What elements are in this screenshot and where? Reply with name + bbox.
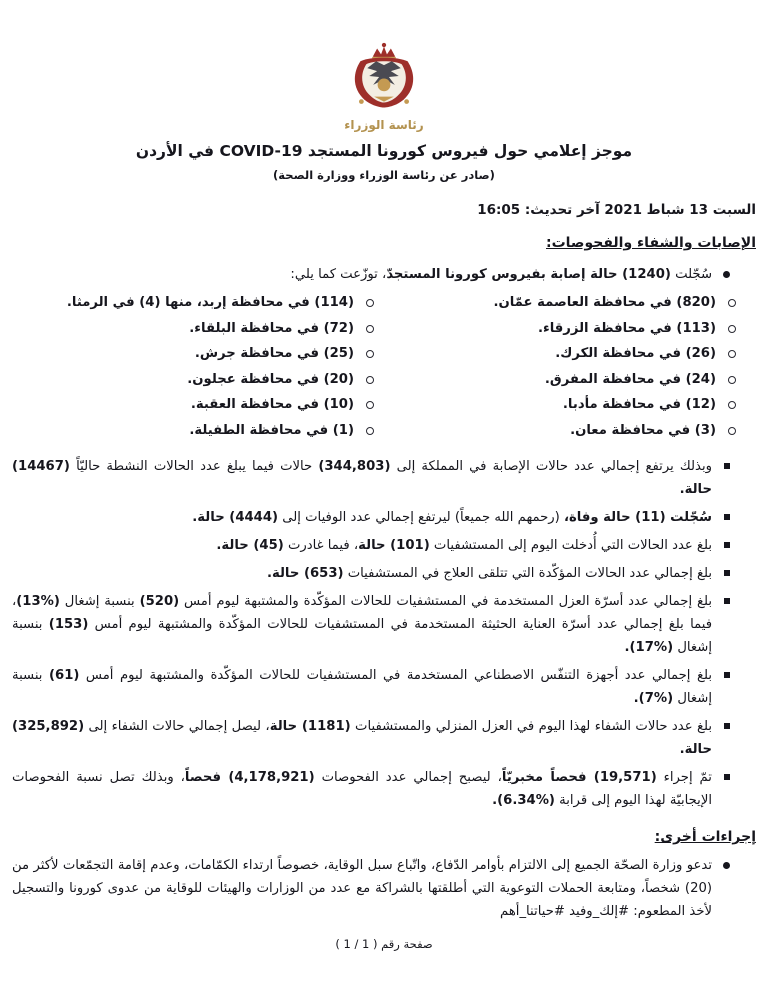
circle-bullet-icon [366, 427, 374, 435]
governorate-text: (3) في محافظة معان. [570, 422, 716, 438]
section-heading-other: إجراءات أخرى: [654, 829, 756, 845]
square-bullet-icon [724, 463, 730, 469]
circle-bullet-icon [728, 376, 736, 384]
stat-bullet [12, 664, 712, 710]
circle-bullet-icon [366, 350, 374, 358]
square-bullet-icon [724, 774, 730, 780]
stat-text: بلغ إجمالي عدد الحالات المؤكّدة التي تتلقى العلاج في المستشفيات (653) حالة. [266, 566, 712, 581]
intro-bullet [12, 263, 712, 286]
page-subtitle: (صادر عن رئاسة الوزراء ووزارة الصحة) [273, 168, 495, 182]
advice-text: تدعو وزارة الصحّة الجميع إلى الالتزام بأوامر الدّفاع، واتّباع سبل الوقاية، خصوصاً ارتداء الكمّامات، وعدم إقامة التجمّعات لأكثر من (20) شخصاً، ومتابعة الحملات التوعوية التي أطلقتها بالشراكة مع عدد من الوزارات والهيئات للوقاية من عدوى كورونا والتسجيل لأخذ المطعوم: #إلك_وفيد #حياتنا_أهم [12, 858, 712, 919]
stat-text: بلغ إجمالي عدد أجهزة التنفّس الاصطناعي المستخدمة في المستشفيات للحالات المؤكّدة والمشتبهة ليوم أمس (61) بنسبة إشغال (%7). [12, 668, 713, 706]
tassel-right [359, 99, 364, 104]
governorate-text: (72) في محافظة البلقاء. [189, 320, 354, 336]
stat-bullet [12, 455, 712, 501]
circle-bullet-icon [728, 325, 736, 333]
governorate-item [12, 341, 374, 367]
logo-caption: رئاسة الوزراء [344, 118, 424, 132]
page-title: موجز إعلامي حول فيروس كورونا المستجد COVID-19 في الأردن [135, 142, 633, 160]
governorate-text: (25) في محافظة جرش. [194, 346, 354, 361]
circle-bullet-icon [728, 299, 736, 307]
stat-bullet [12, 715, 712, 761]
circle-bullet-icon [366, 299, 374, 307]
square-bullet-icon [724, 598, 730, 604]
governorate-text: (20) في محافظة عجلون. [187, 371, 354, 387]
round-bullet-icon [723, 862, 730, 869]
square-bullet-icon [724, 570, 730, 576]
governorate-item [374, 392, 736, 418]
governorate-item [374, 367, 736, 393]
tassel-left [404, 99, 409, 104]
stat-bullet [12, 534, 712, 557]
stat-text: سُجّلت (11) حالة وفاة، (رحمهم الله جميعاً) ليرتفع إجمالي عدد الوفيات إلى (4444) حالة. [192, 510, 712, 525]
circle-bullet-icon [366, 376, 374, 384]
stat-bullet [12, 562, 712, 585]
governorate-item [12, 290, 374, 316]
statistics-bullet-list [12, 455, 756, 812]
circle-bullet-icon [728, 427, 736, 435]
intro-text: سُجّلت (1240) حالة إصابة بفيروس كورونا المستجدّ، توزّعت كما يلي: [290, 267, 712, 282]
crown-icon [372, 43, 396, 59]
governorate-text: (24) في محافظة المفرق. [544, 371, 716, 387]
governorate-column-left [12, 290, 374, 443]
stat-bullet [12, 590, 712, 659]
square-bullet-icon [724, 672, 730, 678]
stat-bullet [12, 506, 712, 529]
intro-bullet-list [12, 263, 756, 286]
governorate-item [12, 316, 374, 342]
square-bullet-icon [724, 514, 730, 520]
advice-bullet [12, 854, 712, 923]
governorate-item [374, 341, 736, 367]
governorate-columns [12, 286, 756, 443]
round-bullet-icon [723, 271, 730, 278]
stat-bullet [12, 766, 712, 812]
governorate-text: (10) في محافظة العقبة. [190, 397, 354, 412]
date-line: السبت 13 شباط 2021 آخر تحديث: 16:05 [477, 202, 756, 218]
jordan-coat-of-arms-logo [325, 40, 443, 112]
governorate-item [374, 290, 736, 316]
stat-text: بلغ إجمالي عدد أسرّة العزل المستخدمة في المستشفيات للحالات المؤكّدة والمشتبهة ليوم أمس (520) بنسبة إشغال (%13)، فيما بلغ إجمالي عدد أسرّة العناية الحثيثة المستخدمة في المستشفيات للحالات المؤكّدة والمشتبهة ليوم أمس (153) بنسبة إشغال (%17). [12, 594, 713, 655]
governorate-column-right [374, 290, 736, 443]
governorate-item [12, 367, 374, 393]
governorate-text: (12) في محافظة مأدبا. [562, 397, 716, 412]
governorate-item [374, 316, 736, 342]
governorate-text: (26) في محافظة الكرك. [555, 346, 716, 361]
stat-text: بلغ عدد حالات الشفاء لهذا اليوم في العزل المنزلي والمستشفيات (1181) حالة، ليصل إجمالي حالات الشفاء إلى (325,892) حالة. [12, 719, 713, 757]
section-heading-cases: الإصابات والشفاء والفحوصات: [546, 235, 756, 251]
stat-text: تمّ إجراء (19,571) فحصاً مخبريّاً، ليصبح إجمالي عدد الفحوصات (4,178,921) فحصاً، وبذلك تصل نسبة الفحوصات الإيجابيّة لهذا اليوم إلى قرابة (%6.34). [12, 770, 712, 808]
stat-text: وبذلك يرتفع إجمالي عدد حالات الإصابة في المملكة إلى (344,803) حالات فيما يبلغ عدد الحالات النشطة حاليّاً (14467) حالة. [12, 459, 713, 497]
advice-bullet-list [12, 854, 756, 923]
square-bullet-icon [724, 542, 730, 548]
stat-text: بلغ عدد الحالات التي أُدخلت اليوم إلى المستشفيات (101) حالة، فيما غادرت (45) حالة. [216, 538, 712, 553]
square-bullet-icon [724, 723, 730, 729]
circle-bullet-icon [728, 350, 736, 358]
header-logo-block [12, 40, 756, 132]
governorate-text: (113) في محافظة الزرقاء. [537, 320, 716, 336]
governorate-text: (820) في محافظة العاصمة عمّان. [493, 295, 716, 310]
governorate-item [12, 392, 374, 418]
governorate-text: (1) في محافظة الطفيلة. [189, 422, 354, 438]
circle-bullet-icon [728, 401, 736, 409]
governorate-item [374, 418, 736, 444]
page-footer: صفحة رقم ( 1 / 1 ) [335, 937, 433, 951]
governorate-text: (114) في محافظة إربد، منها (4) في الرمثا. [66, 295, 354, 310]
circle-bullet-icon [366, 325, 374, 333]
circle-bullet-icon [366, 401, 374, 409]
governorate-item [12, 418, 374, 444]
globe-shape [378, 78, 391, 91]
